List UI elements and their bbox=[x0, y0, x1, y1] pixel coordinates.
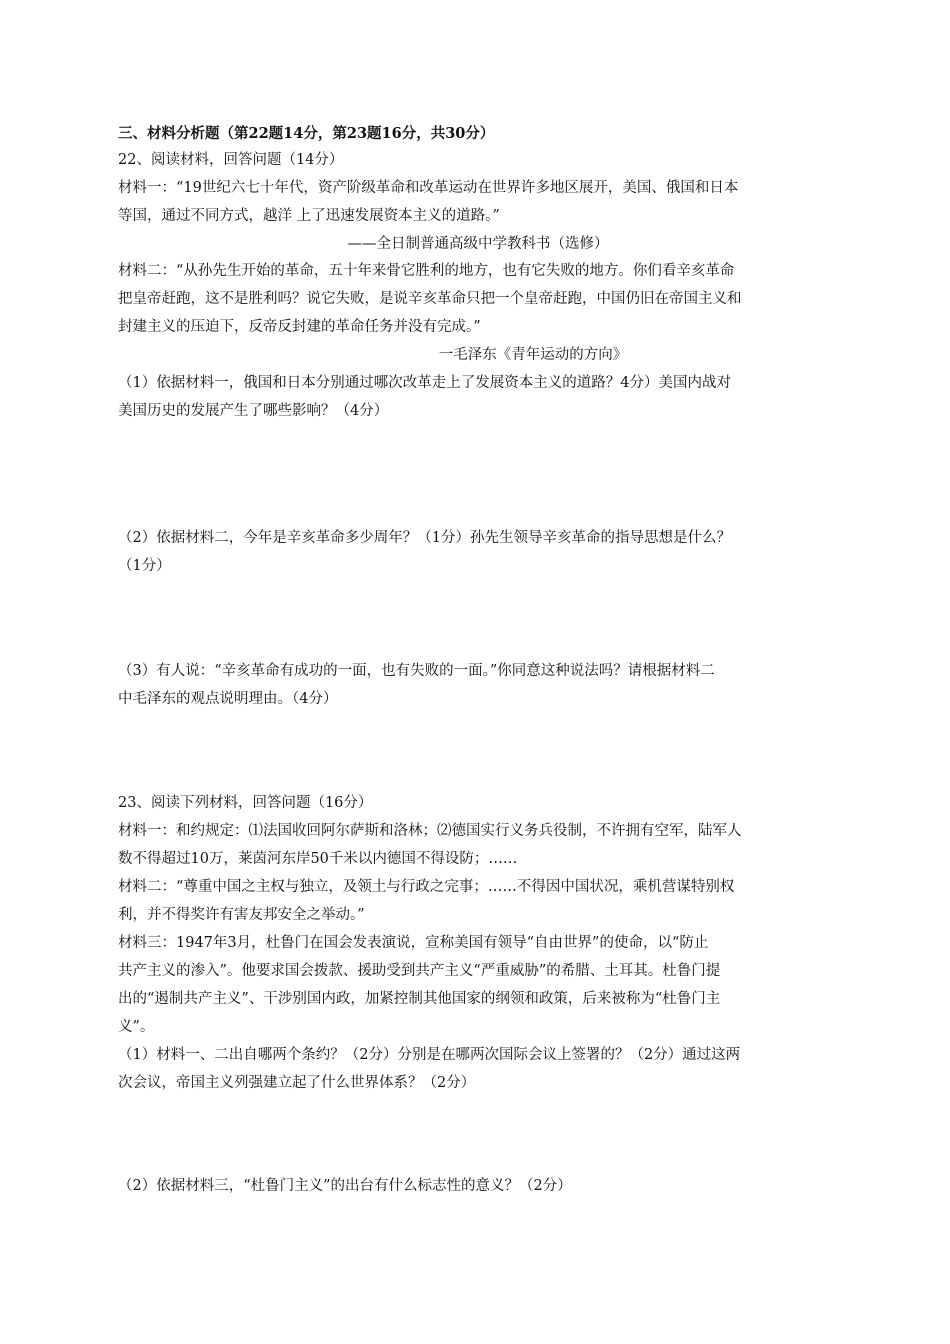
q23-material2-line2: 利，并不得奖许有害友邦安全之举动。” bbox=[118, 907, 365, 923]
q23-material2-line1: 材料二：“尊重中国之主权与独立，及领土与行政之完事；……不得因中国状况，乘机营谋特别权 bbox=[118, 879, 735, 895]
q22-question1-line1: （1）依据材料一，俄国和日本分别通过哪次改革走上了发展资本主义的道路？4分）美国内战对 bbox=[118, 375, 731, 391]
q22-material2-line3: 封建主义的压迫下，反帝反封建的革命任务并没有完成。” bbox=[118, 319, 481, 335]
q22-question3-line1: （3）有人说：“辛亥革命有成功的一面，也有失败的一面。”你同意这种说法吗？请根据材料二 bbox=[118, 663, 715, 679]
q23-material1-line2: 数不得超过10万，莱茵河东岸50千米以内德国不得设防；…… bbox=[118, 851, 518, 867]
q23-material3-line3: 出的“遏制共产主义”、干涉别国内政，加紧控制其他国家的纲领和政策，后来被称为“杜鲁门主 bbox=[118, 991, 721, 1007]
q22-material2-line2: 把皇帝赶跑，这不是胜利吗？说它失败，是说辛亥革命只把一个皇帝赶跑，中国仍旧在帝国主义和 bbox=[118, 291, 742, 307]
q23-question1-line2: 次会议，帝国主义列强建立起了什么世界体系？（2分） bbox=[118, 1075, 476, 1091]
q22-material2-line1: 材料二：“从孙先生开始的革命，五十年来骨它胜利的地方，也有它失败的地方。你们看辛亥革命 bbox=[118, 263, 735, 279]
q22-material1-line2: 等国，通过不同方式，越洋 上了迅速发展资本主义的道路。” bbox=[118, 208, 500, 224]
q22-material1-line1: 材料一：“19世纪六七十年代，资产阶级革命和改革运动在世界许多地区展开，美国、俄国和日本 bbox=[118, 180, 739, 196]
q22-question2-line2: （1分） bbox=[118, 558, 171, 574]
q22-material2-source: 一毛泽东《青年运动的方向》 bbox=[438, 347, 628, 363]
section-title: 三、材料分析题（第22题14分，第23题16分，共30分） bbox=[118, 125, 495, 142]
q23-material3-line1: 材料三：1947年3月，杜鲁门在国会发表演说，宣称美国有领导“自由世界”的使命，以“防止 bbox=[118, 935, 709, 951]
q22-material1-source: ——全日制普通高级中学教科书（选修） bbox=[347, 236, 609, 252]
q22-question1-line2: 美国历史的发展产生了哪些影响？（4分） bbox=[118, 403, 389, 419]
q22-header: 22、阅读材料，回答问题（14分） bbox=[118, 152, 344, 168]
q23-question2-line1: （2）依据材料三，“杜鲁门主义”的出台有什么标志性的意义？（2分） bbox=[118, 1178, 572, 1194]
q23-material1-line1: 材料一：和约规定：⑴法国收回阿尔萨斯和洛林；⑵德国实行义务兵役制，不许拥有空军，陆军人 bbox=[118, 823, 742, 839]
q22-question3-line2: 中毛泽东的观点说明理由。（4分） bbox=[118, 691, 338, 707]
q23-material3-line2: 共产主义的渗入”。他要求国会拨款、援助受到共产主义“严重威胁”的希腊、土耳其。杜鲁门提 bbox=[118, 963, 721, 979]
q22-question2-line1: （2）依据材料二，今年是辛亥革命多少周年？（1分）孙先生领导辛亥革命的指导思想是什么？ bbox=[118, 530, 731, 546]
q23-material3-line4: 义”。 bbox=[118, 1019, 155, 1035]
q23-header: 23、阅读下列材料，回答问题（16分） bbox=[118, 795, 373, 811]
q23-question1-line1: （1）材料一、二出自哪两个条约？（2分）分别是在哪两次国际会议上签署的？（2分）通过这两 bbox=[118, 1047, 741, 1063]
